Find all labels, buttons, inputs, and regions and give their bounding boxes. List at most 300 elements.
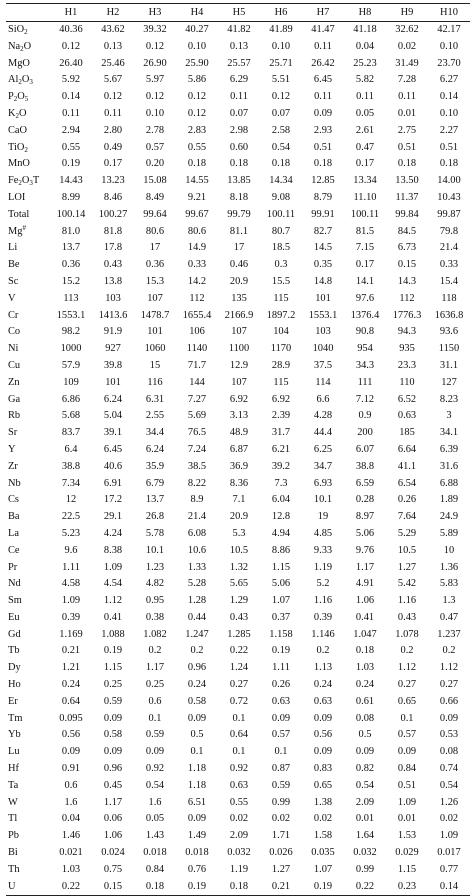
table-cell: 10.5 — [397, 544, 417, 556]
table-cell: 14.8 — [313, 275, 333, 287]
table-cell: 15.2 — [61, 275, 81, 287]
table-cell: 113 — [63, 292, 79, 304]
table-cell: 1.3 — [442, 595, 456, 607]
table-header — [6, 4, 470, 22]
table-cell: 25.71 — [269, 57, 293, 69]
table-cell: 0.14 — [61, 91, 81, 103]
table-cell: 1100 — [228, 343, 250, 355]
row-label-base: Ta — [8, 779, 19, 791]
table-cell: 2.75 — [397, 124, 417, 136]
table-row — [6, 879, 470, 896]
table-cell: 94.3 — [397, 326, 417, 338]
table-cell: 0.24 — [187, 679, 207, 691]
table-row — [6, 761, 470, 778]
table-cell: 76.5 — [187, 427, 207, 439]
table-row — [6, 123, 470, 140]
table-cell: 0.28 — [355, 494, 375, 506]
table-row — [6, 526, 470, 543]
table-cell: 13.7 — [145, 494, 165, 506]
table-cell: 1.23 — [145, 561, 165, 573]
row-label — [6, 72, 50, 89]
row-label-base: Sr — [8, 427, 18, 439]
row-label — [6, 442, 50, 459]
table-cell: 1.09 — [103, 561, 123, 573]
table-cell: 1.16 — [397, 595, 417, 607]
row-label — [6, 643, 50, 660]
table-cell: 6.21 — [271, 443, 291, 455]
table-cell: 111 — [357, 376, 373, 388]
table-cell: 7.64 — [397, 511, 417, 523]
table-cell: 0.46 — [229, 259, 249, 271]
table-cell: 6.08 — [187, 527, 207, 539]
row-label — [6, 476, 50, 493]
table-cell: 0.1 — [274, 746, 288, 758]
table-cell: 1.12 — [397, 662, 417, 674]
table-cell: 0.14 — [439, 91, 459, 103]
table-cell: 0.2 — [316, 645, 330, 657]
table-cell: 1.89 — [439, 494, 459, 506]
table-row — [6, 593, 470, 610]
table-cell: 0.63 — [271, 695, 291, 707]
row-label-sup: # — [22, 223, 26, 232]
table-cell: 14.9 — [187, 242, 207, 254]
table-cell: 0.3 — [274, 259, 288, 271]
table-cell: 1.285 — [227, 628, 251, 640]
table-cell: 29.1 — [103, 511, 123, 523]
table-cell: 0.09 — [103, 712, 123, 724]
table-cell: 1.07 — [271, 595, 291, 607]
table-cell: 0.17 — [103, 158, 123, 170]
table-cell: 71.7 — [187, 359, 207, 371]
row-label — [6, 879, 50, 896]
table-cell: 0.63 — [313, 695, 333, 707]
table-cell: 1.237 — [437, 628, 461, 640]
row-label-base: MnO — [8, 158, 30, 170]
table-cell: 1897.2 — [266, 309, 296, 321]
table-cell: 1170 — [270, 343, 292, 355]
table-cell: 1.09 — [439, 830, 459, 842]
table-cell: 91.9 — [103, 326, 123, 338]
column-header: H4 — [190, 7, 204, 18]
row-label-base: Mg — [8, 225, 23, 237]
table-row — [6, 560, 470, 577]
row-label — [6, 778, 50, 795]
table-cell: 0.39 — [313, 611, 333, 623]
table-cell: 6.64 — [397, 443, 417, 455]
table-cell: 0.51 — [397, 141, 417, 153]
table-cell: 0.08 — [439, 746, 459, 758]
table-cell: 1.09 — [397, 796, 417, 808]
table-cell: 14.2 — [187, 275, 207, 287]
table-cell: 0.08 — [355, 712, 375, 724]
table-cell: 0.095 — [59, 712, 83, 724]
row-label — [6, 828, 50, 845]
row-label-base: SiO — [8, 24, 25, 35]
table-row — [6, 677, 470, 694]
row-label-base: Be — [8, 259, 20, 271]
table-cell: 0.04 — [355, 40, 375, 52]
table-cell: 1.03 — [355, 662, 375, 674]
row-label — [6, 106, 50, 123]
geochemistry-table-container — [6, 3, 470, 896]
table-cell: 7.27 — [187, 393, 207, 405]
table-cell: 1.32 — [229, 561, 249, 573]
table-cell: 101 — [105, 376, 121, 388]
header-corner — [6, 4, 50, 22]
column-header: H8 — [358, 7, 372, 18]
table-cell: 2.80 — [103, 124, 123, 136]
table-cell: 9.33 — [313, 544, 333, 556]
table-cell: 0.11 — [62, 107, 80, 119]
table-cell: 1.17 — [355, 561, 375, 573]
table-cell: 6.31 — [145, 393, 165, 405]
table-cell: 2.58 — [271, 124, 291, 136]
table-cell: 0.10 — [187, 40, 207, 52]
table-cell: 0.37 — [271, 611, 291, 623]
table-cell: 0.54 — [439, 779, 459, 791]
table-cell: 6.24 — [145, 443, 165, 455]
table-cell: 7.34 — [61, 477, 81, 489]
table-cell: 81.5 — [355, 225, 375, 237]
row-label — [6, 39, 50, 56]
table-cell: 0.02 — [397, 40, 417, 52]
table-cell: 18.5 — [271, 242, 291, 254]
table-cell: 41.18 — [353, 24, 377, 35]
table-cell: 31.6 — [439, 460, 459, 472]
table-cell: 1.15 — [271, 561, 291, 573]
table-cell: 34.1 — [439, 427, 459, 439]
table-cell: 14.00 — [437, 175, 461, 187]
table-cell: 0.59 — [145, 729, 165, 741]
table-cell: 6.04 — [271, 494, 291, 506]
row-label — [6, 677, 50, 694]
table-cell: 31.49 — [395, 57, 419, 69]
table-cell: 7.3 — [274, 477, 288, 489]
table-row — [6, 509, 470, 526]
table-cell: 8.86 — [271, 544, 291, 556]
row-label-base: Pr — [8, 561, 18, 573]
table-cell: 2.98 — [229, 124, 249, 136]
table-cell: 97.6 — [355, 292, 375, 304]
row-label — [6, 560, 50, 577]
table-cell: 0.39 — [61, 611, 81, 623]
table-cell: 112 — [399, 292, 415, 304]
table-cell: 13.34 — [353, 175, 377, 187]
table-cell: 15.3 — [145, 275, 165, 287]
table-cell: 14.5 — [313, 242, 333, 254]
row-label-base: Rb — [8, 410, 21, 422]
table-cell: 144 — [189, 376, 205, 388]
table-cell: 0.54 — [355, 779, 375, 791]
table-cell: 0.6 — [148, 695, 162, 707]
table-cell: 82.7 — [313, 225, 333, 237]
table-cell: 0.23 — [397, 880, 417, 892]
row-label — [6, 173, 50, 190]
table-cell: 1.36 — [439, 561, 459, 573]
table-cell: 12.85 — [311, 175, 335, 187]
column-header: H7 — [316, 7, 330, 18]
table-cell: 116 — [147, 376, 163, 388]
table-cell: 6.24 — [103, 393, 123, 405]
table-row — [6, 291, 470, 308]
table-cell: 0.84 — [145, 863, 165, 875]
table-row — [6, 492, 470, 509]
row-label — [6, 610, 50, 627]
table-cell: 8.9 — [190, 494, 204, 506]
row-label — [6, 711, 50, 728]
table-cell: 1.46 — [61, 830, 81, 842]
table-cell: 28.9 — [271, 359, 291, 371]
table-cell: 10 — [443, 544, 455, 556]
row-label-base: Nd — [8, 578, 21, 590]
table-cell: 0.92 — [145, 763, 165, 775]
table-cell: 0.51 — [439, 141, 459, 153]
table-cell: 8.97 — [355, 511, 375, 523]
table-cell: 0.14 — [439, 880, 459, 892]
table-row — [6, 173, 470, 190]
table-cell: 1.28 — [187, 595, 207, 607]
table-cell: 0.09 — [61, 746, 81, 758]
row-label — [6, 392, 50, 409]
table-cell: 5.97 — [145, 74, 165, 86]
table-cell: 935 — [399, 343, 415, 355]
row-label-rest: O — [21, 74, 30, 86]
table-row — [6, 392, 470, 409]
table-row — [6, 627, 470, 644]
row-label-base: Li — [8, 242, 18, 254]
row-label — [6, 140, 50, 157]
table-cell: 2.09 — [355, 796, 375, 808]
row-label-base: Ce — [8, 544, 20, 556]
row-label — [6, 89, 50, 106]
table-cell: 0.07 — [229, 107, 249, 119]
table-cell: 25.57 — [227, 57, 251, 69]
table-cell: 0.04 — [61, 813, 81, 825]
table-cell: 0.19 — [103, 645, 123, 657]
table-cell: 0.43 — [103, 259, 123, 271]
table-cell: 21.4 — [187, 511, 207, 523]
table-cell: 0.82 — [355, 763, 375, 775]
row-label-rest2: T — [32, 175, 40, 187]
table-cell: 5.28 — [187, 578, 207, 590]
table-cell: 1.71 — [271, 830, 291, 842]
row-label-base: Cs — [8, 494, 19, 506]
table-cell: 0.96 — [103, 763, 123, 775]
table-cell: 1.27 — [397, 561, 417, 573]
table-cell: 80.6 — [187, 225, 207, 237]
table-cell: 0.021 — [59, 847, 83, 859]
table-cell: 1.24 — [229, 662, 249, 674]
row-label-base: Tb — [8, 645, 20, 657]
table-cell: 14.34 — [269, 175, 293, 187]
table-cell: 0.45 — [103, 779, 123, 791]
table-cell: 34.4 — [145, 427, 165, 439]
row-label-base: Al — [8, 74, 19, 86]
row-label-base: Tm — [8, 712, 23, 724]
table-cell: 1.07 — [313, 863, 333, 875]
table-cell: 1.13 — [313, 662, 333, 674]
table-row — [6, 476, 470, 493]
table-cell: 40.36 — [59, 24, 83, 35]
table-cell: 6.54 — [397, 477, 417, 489]
table-cell: 5.2 — [316, 578, 330, 590]
table-cell: 48.9 — [229, 427, 249, 439]
table-cell: 4.24 — [103, 527, 123, 539]
table-cell: 0.18 — [439, 158, 459, 170]
table-cell: 10.1 — [313, 494, 333, 506]
row-label-base: Zr — [8, 460, 18, 472]
table-cell: 0.17 — [355, 158, 375, 170]
table-cell: 2.55 — [145, 410, 165, 422]
table-cell: 0.1 — [232, 746, 246, 758]
table-cell: 15 — [149, 359, 161, 371]
table-cell: 0.18 — [145, 880, 165, 892]
row-label-base: La — [8, 527, 19, 539]
table-cell: 2.61 — [355, 124, 375, 136]
table-cell: 0.27 — [397, 679, 417, 691]
table-body — [6, 22, 470, 896]
row-label — [6, 190, 50, 207]
table-cell: 0.59 — [271, 779, 291, 791]
row-label-base: Y — [8, 443, 16, 455]
row-label-rest: O — [23, 40, 32, 52]
table-cell: 41.82 — [227, 24, 251, 35]
row-label-sub2: 3 — [29, 179, 33, 188]
table-cell: 2.93 — [313, 124, 333, 136]
table-cell: 0.92 — [229, 763, 249, 775]
table-cell: 0.6 — [64, 779, 78, 791]
table-cell: 1.64 — [355, 830, 375, 842]
table-cell: 5.29 — [397, 527, 417, 539]
row-label-base: W — [8, 796, 18, 808]
table-row — [6, 156, 470, 173]
row-label-base: Yb — [8, 729, 21, 741]
table-cell: 34.7 — [313, 460, 333, 472]
table-cell: 99.87 — [437, 208, 461, 220]
table-cell: 1376.4 — [350, 309, 380, 321]
table-cell: 0.032 — [353, 847, 377, 859]
table-cell: 1140 — [186, 343, 208, 355]
table-cell: 0.5 — [190, 729, 204, 741]
geochemistry-table — [6, 3, 470, 896]
table-row — [6, 408, 470, 425]
table-cell: 0.44 — [187, 611, 207, 623]
table-cell: 1.29 — [229, 595, 249, 607]
table-cell: 23.3 — [397, 359, 417, 371]
table-cell: 43.62 — [101, 24, 125, 35]
table-cell: 1150 — [438, 343, 460, 355]
table-cell: 0.05 — [355, 107, 375, 119]
table-cell: 0.9 — [358, 410, 372, 422]
table-cell: 0.38 — [145, 611, 165, 623]
table-cell: 104 — [273, 326, 289, 338]
row-label — [6, 240, 50, 257]
table-cell: 15.08 — [143, 175, 167, 187]
table-cell: 1.17 — [145, 662, 165, 674]
table-cell: 0.51 — [397, 779, 417, 791]
table-cell: 5.65 — [229, 578, 249, 590]
table-cell: 0.19 — [187, 880, 207, 892]
table-cell: 0.11 — [314, 91, 332, 103]
table-cell: 0.02 — [229, 813, 249, 825]
table-cell: 0.20 — [145, 158, 165, 170]
table-cell: 0.026 — [269, 847, 293, 859]
column-header: H1 — [64, 7, 78, 18]
table-cell: 39.2 — [271, 460, 291, 472]
table-cell: 12.9 — [229, 359, 249, 371]
table-cell: 0.12 — [61, 40, 81, 52]
table-row — [6, 106, 470, 123]
row-label-base: Tl — [8, 813, 18, 825]
table-cell: 5.06 — [355, 527, 375, 539]
table-cell: 9.21 — [187, 191, 207, 203]
table-row — [6, 694, 470, 711]
table-row — [6, 274, 470, 291]
row-label — [6, 156, 50, 173]
table-cell: 1.58 — [313, 830, 333, 842]
table-cell: 0.47 — [439, 611, 459, 623]
table-cell: 0.11 — [230, 91, 248, 103]
table-cell: 6.91 — [103, 477, 123, 489]
row-label — [6, 660, 50, 677]
row-label-base: Cr — [8, 309, 19, 321]
table-cell: 0.58 — [103, 729, 123, 741]
table-cell: 1.12 — [103, 595, 123, 607]
row-label — [6, 694, 50, 711]
table-cell: 0.43 — [397, 611, 417, 623]
table-cell: 0.10 — [439, 40, 459, 52]
table-cell: 99.64 — [143, 208, 167, 220]
row-label-base: Pb — [8, 830, 19, 842]
table-cell: 0.59 — [103, 695, 123, 707]
row-label — [6, 207, 50, 224]
table-cell: 4.54 — [103, 578, 123, 590]
row-label — [6, 543, 50, 560]
row-label-base: Eu — [8, 611, 20, 623]
table-cell: 41.47 — [311, 24, 335, 35]
table-cell: 0.18 — [229, 880, 249, 892]
table-row — [6, 576, 470, 593]
table-cell: 10.5 — [229, 544, 249, 556]
row-label-base: Ho — [8, 679, 21, 691]
table-cell: 5.06 — [271, 578, 291, 590]
table-cell: 1.09 — [61, 595, 81, 607]
table-cell: 1.6 — [64, 796, 78, 808]
table-cell: 0.61 — [355, 695, 375, 707]
row-label-base: Dy — [8, 662, 21, 674]
table-cell: 100.14 — [56, 208, 86, 220]
table-cell: 135 — [231, 292, 247, 304]
row-label-base: Na — [8, 40, 21, 52]
table-cell: 81.0 — [61, 225, 81, 237]
table-cell: 0.55 — [187, 141, 207, 153]
table-cell: 0.09 — [355, 746, 375, 758]
table-cell: 0.27 — [229, 679, 249, 691]
table-cell: 8.23 — [439, 393, 459, 405]
row-label-base: Ba — [8, 511, 20, 523]
table-cell: 0.65 — [313, 779, 333, 791]
table-cell: 0.56 — [313, 729, 333, 741]
table-row — [6, 862, 470, 879]
table-cell: 0.029 — [395, 847, 419, 859]
table-cell: 0.65 — [397, 695, 417, 707]
table-cell: 20.9 — [229, 275, 249, 287]
row-label-base: Nb — [8, 477, 21, 489]
table-cell: 0.10 — [145, 107, 165, 119]
table-cell: 0.035 — [311, 847, 335, 859]
table-cell: 5.67 — [103, 74, 123, 86]
table-cell: 1060 — [144, 343, 166, 355]
